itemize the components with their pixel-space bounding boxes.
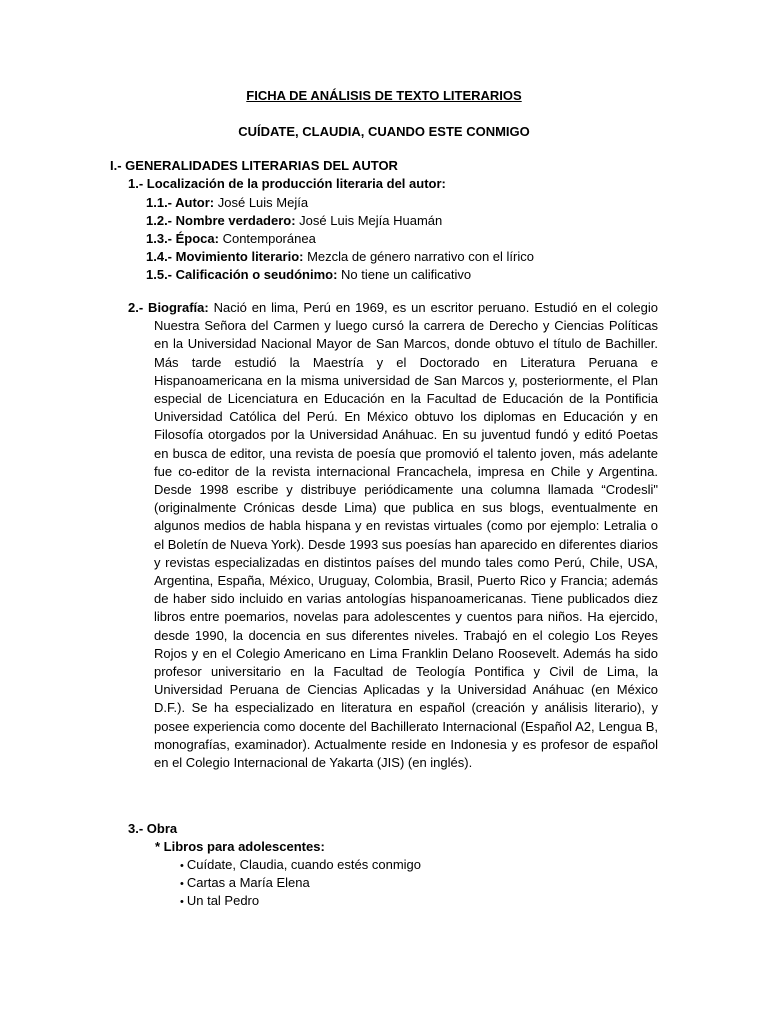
subsection-heading-localizacion: 1.- Localización de la producción literaria del autor: — [128, 176, 446, 191]
field-nombre-verdadero — [146, 212, 442, 230]
book-title: Cuídate, Claudia, cuando estés conmigo — [186, 857, 422, 872]
field-label: 1.4.- Movimiento literario: — [146, 249, 304, 264]
field-autor — [146, 194, 308, 212]
field-label: 1.5.- Calificación o seudónimo: — [146, 267, 338, 282]
field-epoca — [146, 230, 316, 248]
document-title: FICHA DE ANÁLISIS DE TEXTO LITERARIOS — [246, 88, 522, 103]
field-movimiento-literario — [146, 248, 534, 266]
field-value: José Luis Mejía — [214, 195, 309, 210]
biography-section — [128, 299, 658, 772]
field-value: Contemporánea — [218, 231, 316, 246]
bullet-icon: • — [180, 878, 184, 890]
biography-text: Nació en lima, Perú en 1969, es un escritor peruano. Estudió en el colegio Nuestra Señora del Carmen y luego cursó la carrera de Derecho y Ciencias Políticas en la Universidad Nacional Mayor de San Marcos, donde obtuvo el título de Bachiller. Más tarde estudió la Maestría y el Doctorado en Literatura Peruana e Hispanoamericana en la misma universidad de San Marcos y, posteriormente, el Plan especial de Licenciatura en Educación en la Facultad de Educación de la Pontificia Universidad Católica del Perú. En México obtuvo los diplomas en Educación y en Filosofía otorgados por la Universidad Anáhuac. En su juventud fundó y editó Poetas en busca de editor, una revista de poesía que promovió el talento joven, más adelante fue co-editor de la revista internacional Francachela, impresa en Chile y Argentina. Desde 1998 escribe y distribuye periódicamente una columna llamada “Crodesli" (originalmente Crónicas desde Lima) que publica en sus blogs, eventualmente en algunos medios de habla hispana y en revistas virtuales (como por ejemplo: Letralia o el Boletín de Nueva York). Desde 1993 sus poesías han aparecido en diferentes diarios y revistas especializadas en distintos países del mundo tales como Perú, Chile, USA, Argentina, España, México, Uruguay, Colombia, Brasil, Puerto Rico y Francia; además de haber sido incluido en varias antologías hispanoamericanas. Tiene publicados diez libros entre poemarios, novelas para adolescentes y cuentos para niños. Ha ejercido, desde 1990, la docencia en sus diferentes niveles. Trabajó en el colegio Los Reyes Rojos y en el Colegio Americano en Lima Franklin Delano Roosevelt. Además ha sido profesor universitario en la Facultad de Teología Pontifica y Civil de Lima, la Universidad Peruana de Ciencias Aplicadas y la Universidad Anáhuac (en México D.F.). Se ha especializado en literatura en español (creación y análisis literario), y posee experiencia como docente del Bachillerato Internacional (Español A2, Lengua B, monografías, examinador). Actualmente reside en Indonesia y es profesor de español en el Colegio Internacional de Yakarta (JIS) (en inglés). — [154, 300, 658, 771]
field-value: José Luis Mejía Huamán — [295, 213, 443, 228]
field-label: 1.1.- Autor: — [146, 195, 215, 210]
field-label: 1.2.- Nombre verdadero: — [146, 213, 296, 228]
bullet-icon: • — [180, 860, 184, 872]
field-calificacion — [146, 266, 471, 284]
biography-paragraph — [128, 299, 658, 772]
work-title: CUÍDATE, CLAUDIA, CUANDO ESTE CONMIGO — [238, 124, 530, 139]
biography-label: 2.- Biografía: — [128, 300, 209, 315]
book-list-item — [180, 856, 421, 875]
field-value: No tiene un calificativo — [337, 267, 472, 282]
bullet-icon: • — [180, 896, 184, 908]
book-list-item — [180, 892, 259, 911]
book-title: Un tal Pedro — [186, 893, 260, 908]
book-title: Cartas a María Elena — [186, 875, 310, 890]
book-list-item — [180, 874, 310, 893]
obra-subheading: * Libros para adolescentes: — [155, 839, 325, 854]
section-heading-generalidades: I.- GENERALIDADES LITERARIAS DEL AUTOR — [110, 158, 398, 173]
field-label: 1.3.- Época: — [146, 231, 219, 246]
field-value: Mezcla de género narrativo con el lírico — [303, 249, 534, 264]
obra-heading: 3.- Obra — [128, 821, 178, 836]
